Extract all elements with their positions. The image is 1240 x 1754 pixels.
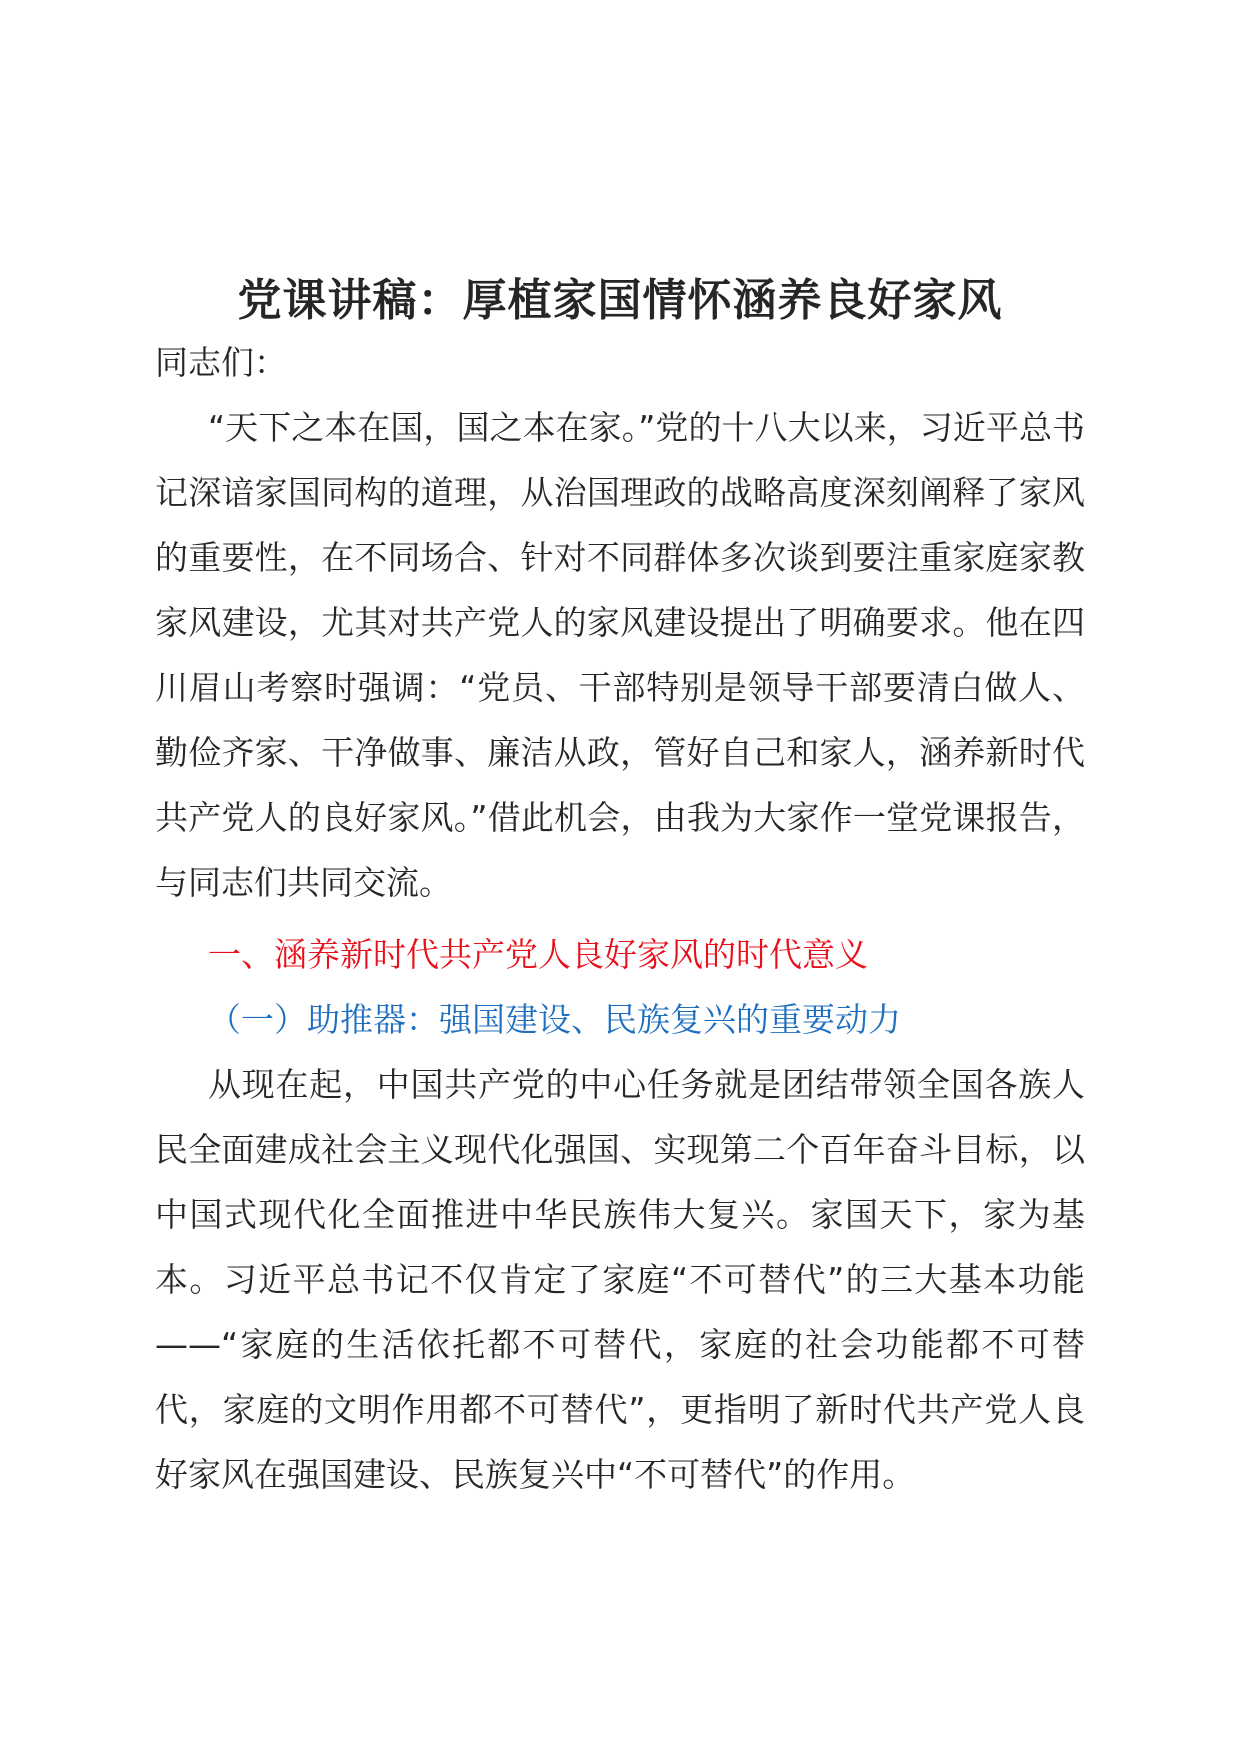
paragraph-intro: “天下之本在国，国之本在家。”党的十八大以来，习近平总书记深谙家国同构的道理，从治国理政的战略高度深刻阐释了家风的重要性，在不同场合、针对不同群体多次谈到要注重家庭家教家风建设，尤其对共产党人的家风建设提出了明确要求。他在四川眉山考察时强调：“党员、干部特别是领导干部要清白做人、勤俭齐家、干净做事、廉洁从政，管好自己和家人，涵养新时代共产党人的良好家风。”借此机会，由我为大家作一堂党课报告，与同志们共同交流。 (155, 408, 1085, 902)
document-title: 党课讲稿：厚植家国情怀涵养良好家风 (237, 275, 1003, 327)
subsection-heading: （一）助推器：强国建设、民族复兴的重要动力 (208, 1000, 901, 1039)
section-heading: 一、涵养新时代共产党人良好家风的时代意义 (208, 935, 868, 974)
paragraph-body: 从现在起，中国共产党的中心任务就是团结带领全国各族人民全面建成社会主义现代化强国、实现第二个百年奋斗目标，以中国式现代化全面推进中华民族伟大复兴。家国天下，家为基本。习近平总书记不仅肯定了家庭“不可替代”的三大基本功能——“家庭的生活依托都不可替代，家庭的社会功能都不可替代，家庭的文明作用都不可替代”，更指明了新时代共产党人良好家风在强国建设、民族复兴中“不可替代”的作用。 (155, 1065, 1085, 1494)
salutation: 同志们： (155, 343, 287, 382)
